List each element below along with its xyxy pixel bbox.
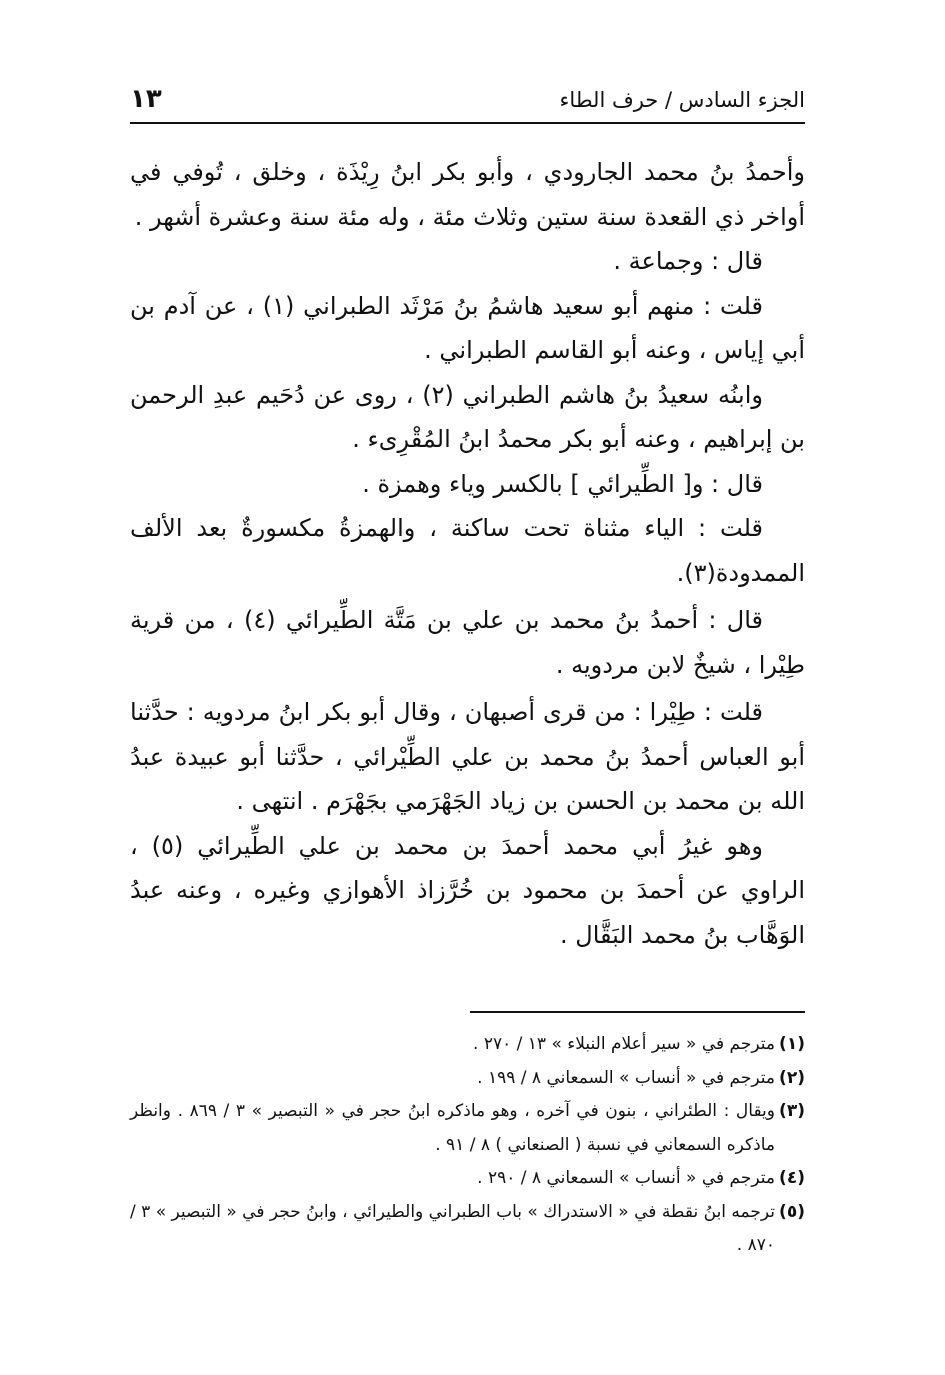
footnote-number: (٣): [779, 1101, 805, 1121]
paragraph: قلت : الياء مثناة تحت ساكنة ، والهمزةُ مكسورةٌ بعد الألف الممدودة(٣).: [130, 514, 805, 587]
footnote-separator: [470, 1011, 805, 1013]
footnote: [130, 1028, 805, 1062]
paragraph-continued: وأحمدُ بنُ محمد الجارودي ، وأبو بكر ابنُ رِيْذَة ، وخلق ، تُوفي في أواخر ذي القعدة سنة ستين وثلاث مئة ، وله مئة سنة وعشرة أشهر .: [130, 158, 805, 231]
footnote-text: مترجم في « أنساب » السمعاني ٨ / ١٩٩ .: [477, 1067, 775, 1088]
footnote-number: (٢): [779, 1067, 805, 1088]
footnote: [130, 1196, 805, 1263]
paragraph: قلت : منهم أبو سعيد هاشمُ بنُ مَرْثَد الطبراني (١) ، عن آدم بن أبي إياس ، وعنه أبو القاسم الطبراني .: [130, 291, 805, 364]
footnote-number: (١): [779, 1034, 805, 1054]
footnote: [130, 1062, 805, 1096]
footnote-text: مترجم في « سير أعلام النبلاء » ١٣ / ٢٧٠ .: [473, 1034, 775, 1054]
paragraph: وهو غيرُ أبي محمد أحمدَ بن محمد بن علي الطِّيرائي (٥) ، الراوي عن أحمدَ بن محمود بن خُرَّزاذ الأهوازي وغيره ، وعنه عبدُ الوَهَّاب بنُ محمد البَقَّال .: [130, 831, 805, 949]
main-text: [130, 150, 805, 957]
paragraph: وابنُه سعيدُ بنُ هاشم الطبراني (٢) ، روى عن دُحَيم عبدِ الرحمن بن إبراهيم ، وعنه أبو بكر محمدُ ابنُ المُقْرِىء .: [130, 380, 805, 453]
page-number: ١٣: [130, 84, 162, 114]
paragraph: قال : أحمدُ بنُ محمد بن علي بن مَتَّة الطِّيرائي (٤) ، من قرية طِيْرا ، شيخٌ لابن مردويه .: [130, 606, 805, 679]
paragraph: قلت : طِيْرا : من قرى أصبهان ، وقال أبو بكر ابنُ مردويه : حدَّثنا أبو العباس أحمدُ بنُ محمد بن علي الطِّيْرائي ، حدَّثنا أبو عبيدة عبدُ الله بن محمد بن الحسن بن زياد الجَهْرَمي بجَهْرَم . انتهى .: [130, 698, 805, 815]
footnote-text: ويقال : الطئراني ، بنون في آخره ، وهو ماذكره ابنُ حجر في « التبصير » ٣ / ٨٦٩ . وانظر ماذكره السمعاني في نسبة ( الصنعاني ) ٨ / ٩١ .: [130, 1101, 775, 1155]
paragraph: قال : وجماعة .: [613, 247, 763, 275]
footnote: [130, 1095, 805, 1162]
footnote-number: (٥): [779, 1201, 805, 1222]
footnote: [130, 1162, 805, 1196]
running-head: الجزء السادس / حرف الطاء: [559, 88, 805, 112]
paragraph: قال : و[ الطِّيرائي ] بالكسر وياء وهمزة .: [362, 469, 763, 498]
footnote-text: ترجمه ابنُ نقطة في « الاستدراك » باب الطبراني والطيرائي ، وابنُ حجر في « التبصير » ٣ / ٨٧٠ .: [130, 1201, 775, 1255]
footnote-number: (٤): [779, 1168, 805, 1188]
footnotes: [130, 1028, 805, 1263]
footnote-text: مترجم في « أنساب » السمعاني ٨ / ٢٩٠ .: [477, 1168, 775, 1188]
page-header: [130, 82, 805, 124]
